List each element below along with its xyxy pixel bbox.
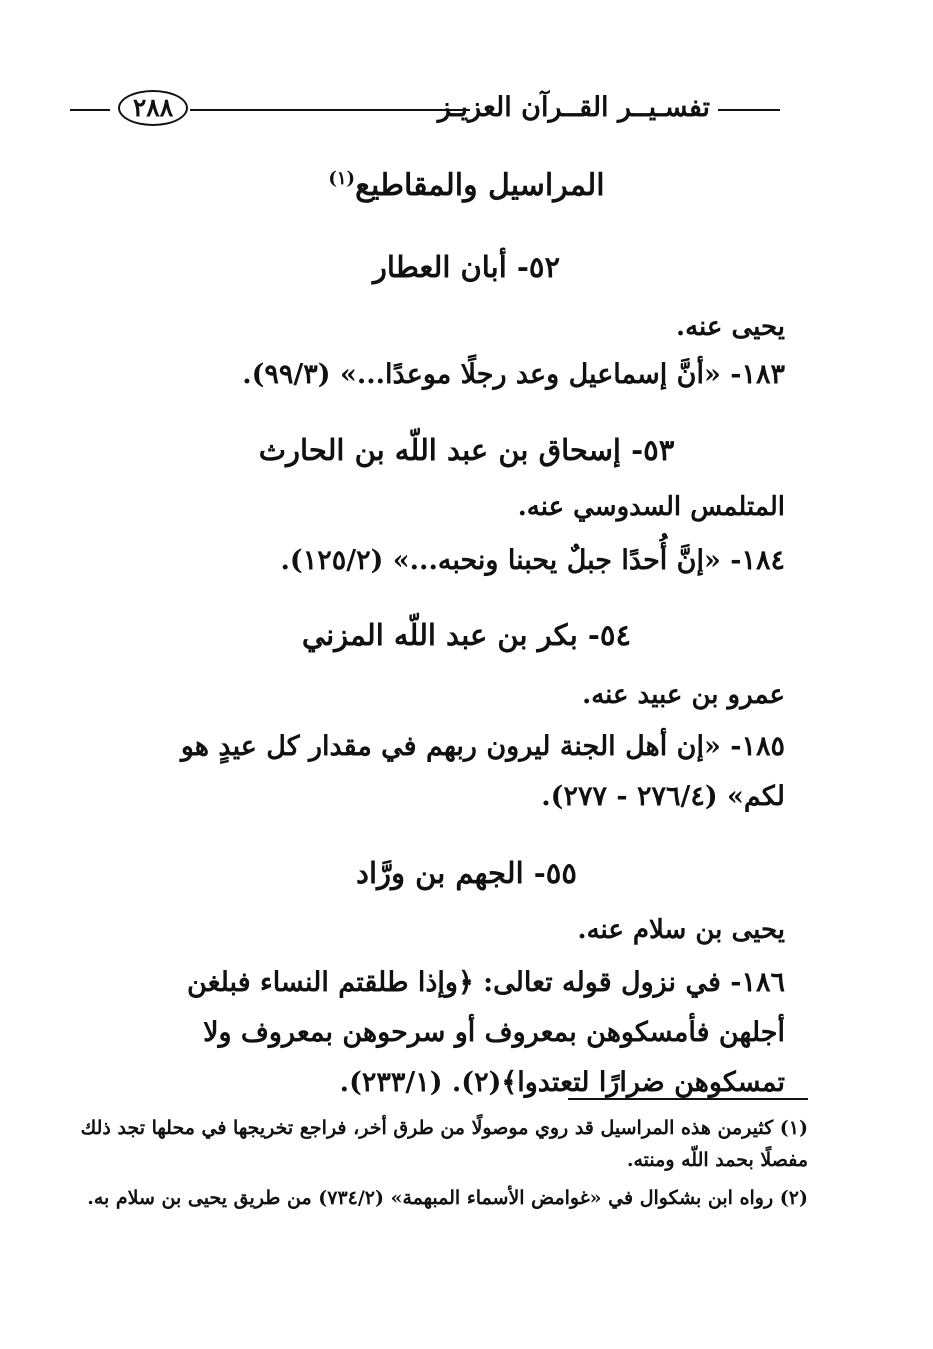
narrator-line: عمرو بن عبيد عنه. (582, 680, 785, 710)
footnote: (١) كثيرمن هذه المراسيل قد روي موصولًا من طرق أخر، فراجع تخريجها في محلها تجد ذلك مفصلًا بحمد اللّه ومنته. (80, 1117, 808, 1171)
section-title-text: المراسيل والمقاطيع (355, 168, 605, 203)
header-rule (718, 109, 780, 111)
running-header (70, 88, 820, 132)
header-rule (190, 109, 470, 111)
narrator-line: المتلمس السدوسي عنه. (517, 492, 785, 522)
header-rule (70, 109, 110, 111)
entry-heading: ٥٥- الجهم بن ورَّاد (356, 856, 577, 890)
page-number: ٢٨٨ (118, 90, 188, 126)
entry-heading: ٥٣- إسحاق بن عبد اللّه بن الحارث (258, 433, 675, 467)
hadith-text: ١٨٦- في نزول قوله تعالى: ﴿وإذا طلقتم النساء فبلغن أجلهن فأمسكوهن بمعروف أو سرحوهن بمعروف ولا تمسكوهن ضرارًا لتعتدوا﴾(٢). (٢٣٣/١). (187, 967, 785, 1098)
entry-heading: ٥٤- بكر بن عبد اللّه المزني (301, 618, 632, 652)
narrator-line: يحيى عنه. (676, 312, 785, 342)
footnote: (٢) رواه ابن بشكوال في «غوامض الأسماء المبهمة» (٧٣٤/٢) من طريق يحيى بن سلام به. (87, 1187, 808, 1209)
footnote-separator (568, 1098, 808, 1100)
hadith-text: ١٨٥- «إن أهل الجنة ليرون ربهم في مقدار كل عيدٍ هو لكم» (٢٧٦/٤ - ٢٧٧). (180, 731, 785, 812)
hadith-text: ١٨٤- «إنَّ أُحدًا جبلٌ يحبنا ونحبه...» (١٢٥/٢). (280, 545, 785, 576)
section-title (0, 168, 933, 203)
book-title: تفسـيــر القــرآن العزيـز (437, 92, 710, 123)
footnote-marker: (١) (328, 168, 356, 189)
narrator-line: يحيى بن سلام عنه. (577, 915, 785, 945)
hadith-text: ١٨٣- «أنَّ إسماعيل وعد رجلًا موعدًا...» (٩٩/٣). (242, 359, 785, 390)
entry-heading: ٥٢- أبان العطار (372, 250, 561, 284)
